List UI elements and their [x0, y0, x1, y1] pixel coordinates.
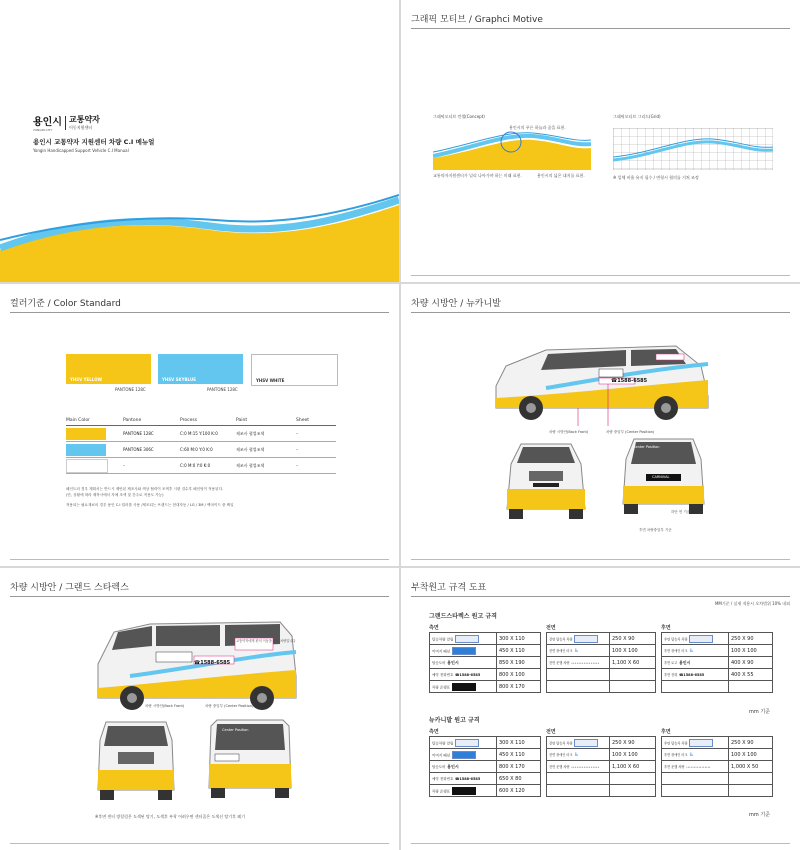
col-header: 후면: [661, 729, 671, 735]
cell-size: 250 X 90: [729, 633, 773, 645]
starex-rear-view: [203, 716, 298, 806]
sticker-icon: [574, 635, 598, 643]
table-row: [547, 645, 656, 657]
carnival-front-view: [501, 439, 591, 524]
title-underline: [411, 312, 790, 313]
table-row: [662, 657, 773, 669]
table-row: [430, 737, 541, 749]
col-header: 전면: [546, 625, 556, 631]
concept-wave-graphic: [433, 130, 591, 170]
table-row: [662, 761, 773, 773]
cover-subtitle: Yongin Handicapped Support Vehicle C.I Manual: [33, 148, 129, 153]
panel-icon: [452, 647, 476, 655]
title-underline: [411, 596, 790, 597]
page-title: 컬러기준 / Color Standard: [10, 299, 121, 309]
table-row: [662, 669, 773, 681]
cell-label: 후면 탑승차 차량: [664, 637, 688, 641]
sticker-icon: [689, 739, 713, 747]
cell-label: 전면 탑승차 차량: [549, 741, 573, 745]
cell-size: 450 X 110: [497, 645, 541, 657]
cell-size: 850 X 190: [497, 657, 541, 669]
title-underline: [411, 28, 790, 29]
cell-size: 250 X 90: [610, 737, 656, 749]
cell: –: [123, 463, 125, 468]
cell-size: 800 X 100: [497, 669, 541, 681]
starex-rear-table: [661, 632, 773, 693]
cell-label: 전면 운행 차량: [549, 764, 570, 769]
color-table-header: [66, 418, 336, 426]
table-row: [66, 458, 336, 474]
note-2: (단, 상황에 따라 제작사에서 자체 조색 및 간주로 적용도 가능): [66, 493, 164, 497]
header-cell: Pantone: [123, 418, 142, 423]
table-row: [662, 749, 773, 761]
note-3: 적용되는 필요재료의 경우 용인 C.I 컬러를 사용 /제조되는 브랜드는 현대자동 / LG / 3M / 백마이드 중 택일: [66, 503, 234, 507]
bottom-rule: [10, 559, 389, 560]
cell-label: 이미지 패널: [432, 649, 451, 653]
table-row: [430, 761, 541, 773]
table-row: [66, 442, 336, 458]
cell-label: 후면 로고: [664, 660, 678, 665]
cell: C:0 M:15 Y:100 K:0: [180, 431, 218, 436]
table-row: [662, 633, 773, 645]
cell-size: 800 X 170: [497, 761, 541, 773]
wheelchair-icon: ♿: [574, 751, 579, 758]
cell: –: [296, 447, 298, 452]
table-row: [430, 749, 541, 761]
label-center: 차량 중앙부 (Center Position): [205, 704, 254, 708]
starex-front-table: [546, 632, 656, 693]
label-bottom: 하단 면 기준: [671, 510, 691, 514]
carnival-rear-view: [616, 434, 711, 524]
table-row: [547, 761, 656, 773]
table-row: [662, 645, 773, 657]
caption-right: ※ 입체 비율 유지 필수 / 변형시 협의를 거쳐 조정: [613, 175, 699, 180]
cell-size: 1,000 X 50: [729, 761, 773, 773]
title-underline: [10, 312, 389, 313]
col-header: 측면: [429, 625, 439, 631]
cell: PANTONE 306C: [123, 447, 154, 452]
logo-mark: 용인시: [678, 659, 691, 665]
cell-label: 전면 장애인 마크: [549, 752, 573, 757]
cell: 제조사 협업조색: [236, 446, 265, 452]
cell-label: 후면 탑승차 차량: [664, 741, 688, 745]
cell-size: 600 X 120: [497, 785, 541, 797]
spec-page: [401, 568, 800, 850]
color-chip-yellow: [66, 428, 106, 440]
cell-size: 250 X 90: [729, 737, 773, 749]
cell-label: 차량 운행표: [432, 685, 451, 689]
cell-label: 전면 탑승차 차량: [549, 637, 573, 641]
header-cell: Process: [180, 418, 198, 423]
cell-label: 탑승차량 알림: [432, 741, 454, 745]
table-row: [547, 657, 656, 669]
table-row: [430, 645, 541, 657]
cell-label: 후면 장애인 마크: [664, 752, 688, 757]
wheelchair-icon: ♿: [574, 647, 579, 654]
cover-title: 용인시 교통약자 지원센터 차량 C.I 메뉴얼: [33, 138, 155, 146]
concept-note: 용인시의 푸른 하늘과 꿈을 표현.: [509, 125, 566, 130]
cell: –: [296, 431, 298, 436]
cell-size: 1,100 X 60: [610, 657, 656, 669]
swatch-skyblue: [158, 354, 243, 384]
starex-side-table: [429, 632, 541, 693]
bottom-rule: [411, 275, 790, 276]
cell-size: 300 X 110: [497, 737, 541, 749]
rear-center-text: Center Position: [222, 728, 249, 732]
color-chip-white: [66, 459, 108, 473]
cell: PANTONE 128C: [123, 431, 154, 436]
table-row: [547, 669, 656, 681]
table-row: [662, 785, 773, 797]
cover-page: [0, 0, 399, 282]
label-front: 차량 시방안(Back Front): [549, 430, 589, 434]
rear-center-text: Center Position: [633, 445, 660, 449]
cell-label: 전면 장애인 마크: [549, 648, 573, 653]
swatch-name: YHSV WHITE: [256, 378, 285, 383]
swatch-yellow: [66, 354, 151, 384]
cell-label: 탑승차량 알림: [432, 637, 454, 641]
starex-spec-title: 그랜드스타렉스 원고 규격: [429, 613, 497, 620]
logo-subtext: YONGIN CITY: [33, 128, 53, 132]
dots-mark: ••••••••••••••••: [686, 765, 711, 769]
header-cell: Main Color: [66, 418, 90, 423]
cell-size: 450 X 110: [497, 749, 541, 761]
caption-left: 교통약자지원센터가 널리 나아가야 하는 미래 표현.: [433, 173, 522, 178]
cell-label: 탑승도어: [432, 764, 446, 769]
cell-label: 예약 전화번호: [432, 672, 454, 677]
cell: C:0 M:0 Y:0 K:0: [180, 463, 211, 468]
swatch-name: YHSV SKYBLUE: [162, 377, 196, 382]
rear-badge: CARNIVAL: [652, 475, 670, 479]
bottom-rule: [411, 843, 790, 844]
header-cell: Paint: [236, 418, 248, 423]
org-sub: 이동지원센터: [68, 125, 93, 130]
cell-size: 100 X 100: [610, 749, 656, 761]
cell-label: 예약 전화번호: [432, 776, 454, 781]
carnival-rear-table: [661, 736, 773, 797]
starex-front-view: [92, 718, 180, 806]
cell-size: 100 X 100: [729, 749, 773, 761]
cell-label: 탑승도어: [432, 660, 446, 665]
cell: 제조사 협업조색: [236, 462, 265, 468]
col-header: 전면: [546, 729, 556, 735]
sticker-icon: [455, 635, 479, 643]
sticker-icon: [574, 739, 598, 747]
cover-logo: [33, 113, 100, 132]
cell-size: 400 X 90: [729, 657, 773, 669]
sticker-icon: [452, 787, 476, 795]
carnival-front-table: [546, 736, 656, 797]
color-table: [66, 418, 336, 474]
spec-note: MM기준 / 실제 적용시 오차범위 10% 내외: [714, 601, 790, 606]
graphic-motive-page: [401, 0, 800, 282]
panel-icon: [452, 751, 476, 759]
bottom-rule: [411, 559, 790, 560]
table-row: [547, 773, 656, 785]
phone-mark: ☎1588-6585: [455, 776, 481, 781]
cell-label: 이미지 패널: [432, 753, 451, 757]
cell-size: 100 X 100: [610, 645, 656, 657]
cell-label: 후면 장애인 마크: [664, 648, 688, 653]
unit-label: mm 기준: [749, 709, 770, 715]
side-phone: ☎1588-6585: [611, 378, 648, 384]
page-title: 부착원고 규격 도표: [411, 583, 487, 593]
cell-label: 전면 운행 차량: [549, 660, 570, 665]
cell-size: 1,100 X 60: [610, 761, 656, 773]
carnival-spec-title: 뉴카니발 원고 규격: [429, 717, 480, 724]
table-row: [66, 426, 336, 442]
cell-size: 650 X 80: [497, 773, 541, 785]
phone-mark: ☎1588-6585: [678, 672, 705, 677]
bottom-rule: [10, 843, 389, 844]
col-header: 후면: [661, 625, 671, 631]
header-cell: Sheet: [296, 418, 310, 423]
table-row: [662, 737, 773, 749]
swatch-pantone: PANTONE 128C: [115, 387, 146, 392]
table-row: [547, 633, 656, 645]
color-standard-page: [0, 284, 399, 566]
cell-size: 400 X 55: [729, 669, 773, 681]
cell-size: 250 X 90: [610, 633, 656, 645]
logo-mark: 용인시: [447, 659, 459, 665]
table-row: [547, 785, 656, 797]
cell-label: 후면 전화: [664, 672, 678, 677]
dots-mark: ••••••••••••••••: [571, 660, 600, 665]
wheelchair-icon: ♿: [689, 647, 694, 654]
carnival-side-view: [486, 336, 716, 426]
footer-note: ※후면 센터 방할림은 도색된 탕기, 도색후 부착 어려우면 센터줄은 도색선 탕기후 폐기: [95, 814, 245, 819]
label-center: 차량 중앙부 (Center Position): [606, 430, 655, 434]
table-row: [662, 773, 773, 785]
table-row: [547, 749, 656, 761]
side-phone: ☎1588-6585: [194, 660, 231, 666]
swatch-name: YHSV YELLOW: [70, 377, 103, 382]
carnival-side-table: [429, 736, 541, 797]
cell-label: 차량 운행표: [432, 789, 451, 793]
dots-mark: ••••••••••••••••: [571, 764, 600, 769]
concept-label: 그래픽모티브 컨셉(Concept): [433, 114, 485, 119]
sticker-icon: [689, 635, 713, 643]
cell-size: 300 X 110: [497, 633, 541, 645]
table-row: [430, 633, 541, 645]
label-front: 차량 시방안(Back Front): [145, 704, 185, 708]
starex-page: [0, 568, 399, 850]
cell-size: 100 X 100: [729, 645, 773, 657]
label-rear: 후면 차량중앙부 기준: [639, 528, 672, 532]
page-title: 차량 시방안 / 뉴카니발: [411, 299, 501, 309]
grid-label: 그래픽모티브 그리드(Grid): [613, 114, 661, 119]
cell: C:60 M:0 Y:0 K:0: [180, 447, 213, 452]
table-row: [430, 773, 541, 785]
table-row: [430, 657, 541, 669]
caption-mid: 용인시의 넓은 대지를 표현.: [537, 173, 585, 178]
unit-label: mm 기준: [749, 812, 770, 818]
org-name: 교통약자: [68, 115, 100, 124]
cell: –: [296, 463, 298, 468]
sticker-icon: [455, 739, 479, 747]
cover-wave-graphic: [0, 190, 399, 282]
side-note: 교통약자에게 편의 이동을 돕는 차량입니다: [236, 639, 296, 643]
swatch-white: [251, 354, 338, 386]
cell: 제조사 협업조색: [236, 430, 265, 436]
title-underline: [10, 596, 389, 597]
cell-label: 후면 운행 차량: [664, 764, 685, 769]
table-row: [430, 681, 541, 693]
table-row: [430, 669, 541, 681]
col-header: 측면: [429, 729, 439, 735]
logo-text: 용인시: [33, 117, 62, 128]
table-row: [547, 737, 656, 749]
sticker-icon: [452, 683, 476, 691]
wheelchair-icon: ♿: [689, 751, 694, 758]
page-title: 그래픽 모티브 / Graphci Motive: [411, 15, 543, 25]
note-1: 페인트의 경우 계획서는 반드시 제안된 제조사와 색상 협력이 조색후 시편 검수후 페인팅이 적용된다.: [66, 487, 224, 491]
carnival-page: [401, 284, 800, 566]
table-row: [547, 681, 656, 693]
grid-wave-graphic: [613, 128, 773, 170]
color-chip-skyblue: [66, 444, 106, 456]
table-row: [662, 681, 773, 693]
page-title: 차량 시방안 / 그랜드 스타렉스: [10, 583, 129, 593]
logo-mark: 용인시: [447, 763, 459, 769]
phone-mark: ☎1588-6585: [455, 672, 481, 677]
cell-size: 800 X 170: [497, 681, 541, 693]
swatch-pantone: PANTONE 128C: [207, 387, 238, 392]
table-row: [430, 785, 541, 797]
